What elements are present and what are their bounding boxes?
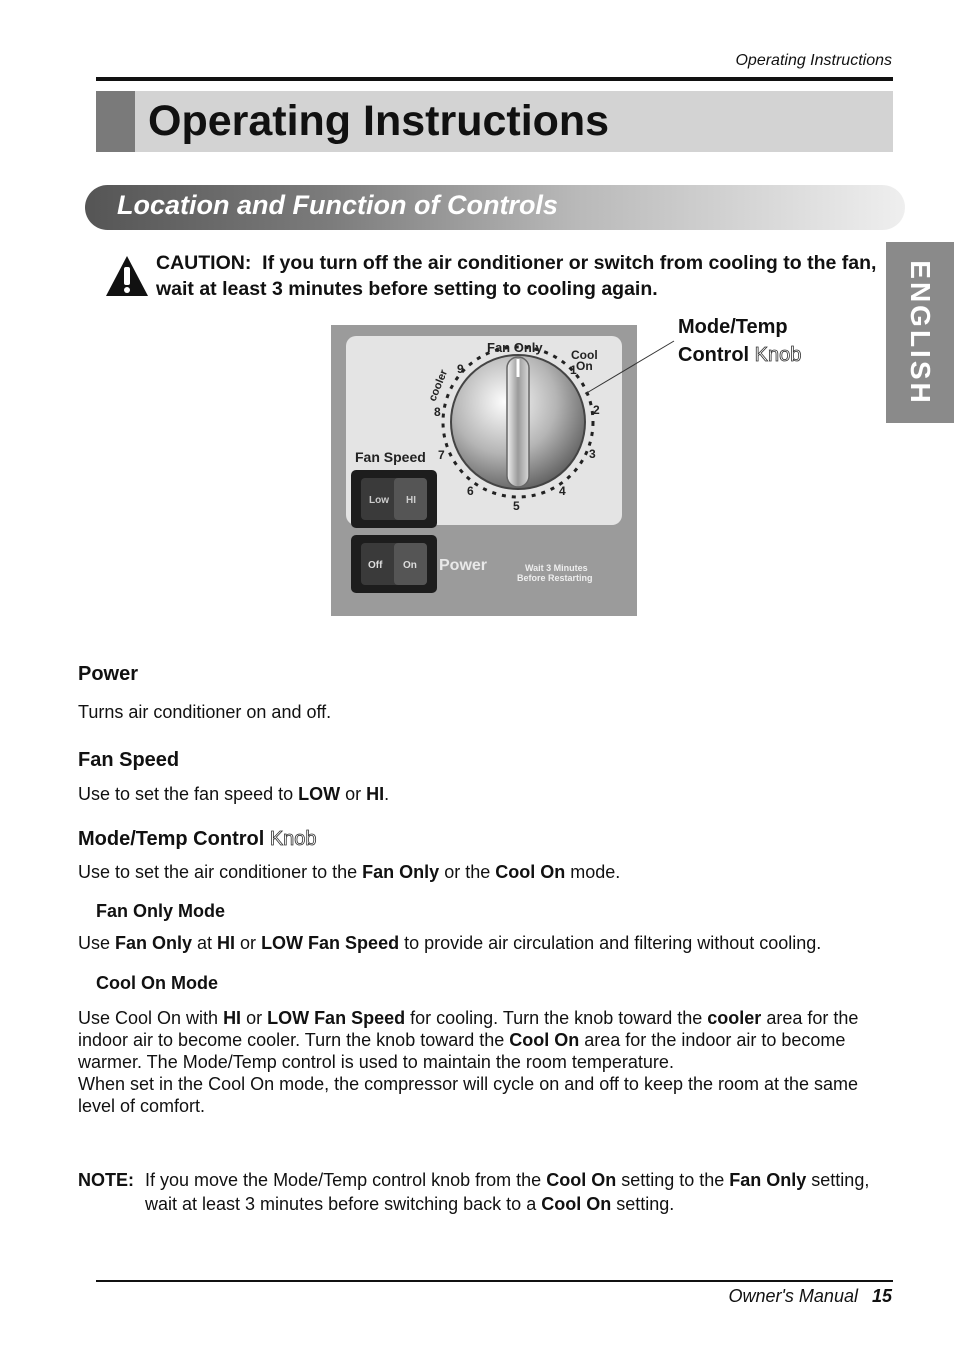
fan-speed-label: Fan Speed [355,449,426,465]
wait-notice-line1: Wait 3 Minutes [525,563,588,573]
fan-speed-heading: Fan Speed [78,749,180,771]
dial-number-2: 2 [593,403,600,417]
language-tab-label: ENGLISH [905,259,936,406]
dial-number-7: 7 [438,448,445,462]
power-text: Turns air conditioner on and off. [78,702,332,722]
top-rule [96,77,893,81]
section-title: Location and Function of Controls [117,190,558,220]
footer-manual: Owner's Manual [728,1286,858,1306]
dial-number-5: 5 [513,499,520,513]
on-label: On [576,359,593,373]
page-title: Operating Instructions [148,97,610,145]
dial-number-3: 3 [589,447,596,461]
power-on-label: On [403,560,417,571]
fan-only-mode-heading: Fan Only Mode [96,901,226,921]
cool-label: Cool [571,348,598,362]
title-tab-block [96,91,135,152]
bottom-rule [96,1280,893,1282]
caution-text [156,250,886,302]
dial-number-1: 1 [570,363,577,377]
fan-only-mode-text: Use Fan Only at HI or LOW Fan Speed to provide air circulation and filtering without cooling. [78,933,822,953]
fan-speed-text: Use to set the fan speed to LOW or HI. [78,784,390,804]
power-label: Power [439,557,488,574]
warning-icon [104,254,150,298]
running-header: Operating Instructions [735,52,892,69]
cool-on-mode-heading: Cool On Mode [96,973,218,993]
callout-knob: Knob [754,344,802,366]
caution-label: CAUTION: [156,252,252,274]
page-number: 15 [871,1286,892,1306]
language-tab [886,242,954,423]
dial-number-4: 4 [559,484,566,498]
dial-number-6: 6 [467,484,474,498]
dial-number-9: 9 [457,362,464,376]
callout-leader-line [580,338,680,398]
mode-temp-heading: Mode/Temp Control Knob [78,828,317,850]
fan-hi-label: HI [406,495,416,506]
power-heading: Power [78,663,139,685]
wait-notice-line2: Before Restarting [517,573,593,583]
power-off-label: Off [368,560,383,571]
caution-body: If you turn off the air conditioner or switch from cooling to the fan, wait at least 3 minutes before setting to cooling again. [156,252,877,300]
note-text: If you move the Mode/Temp control knob from the Cool On setting to the Fan Only setting, wait at least 3 minutes before switching back to a Cool On setting. [145,1170,870,1214]
cool-on-mode-text: Use Cool On with HI or LOW Fan Speed for cooling. Turn the knob toward the cooler area for the indoor air to become cooler. Turn the knob toward the Cool On area for the indoor air to become warmer. The Mode/Temp control is used to maintain the room temperature. When set in the Cool On mode, the compressor will cycle on and off to keep the room at the same level of comfort. [78,1008,859,1116]
footer [728,1286,892,1307]
callout-control: Control [678,344,750,366]
dial-number-8: 8 [434,405,441,419]
knob-callout [678,313,801,369]
mode-temp-text: Use to set the air conditioner to the Fan Only or the Cool On mode. [78,862,621,882]
fan-low-label: Low [369,495,389,506]
fan-only-label: Fan Only [487,340,543,355]
note [78,1168,898,1216]
callout-line1: Mode/Temp [678,316,788,338]
note-label: NOTE: [78,1170,134,1190]
cooler-label: cooler [426,368,451,404]
